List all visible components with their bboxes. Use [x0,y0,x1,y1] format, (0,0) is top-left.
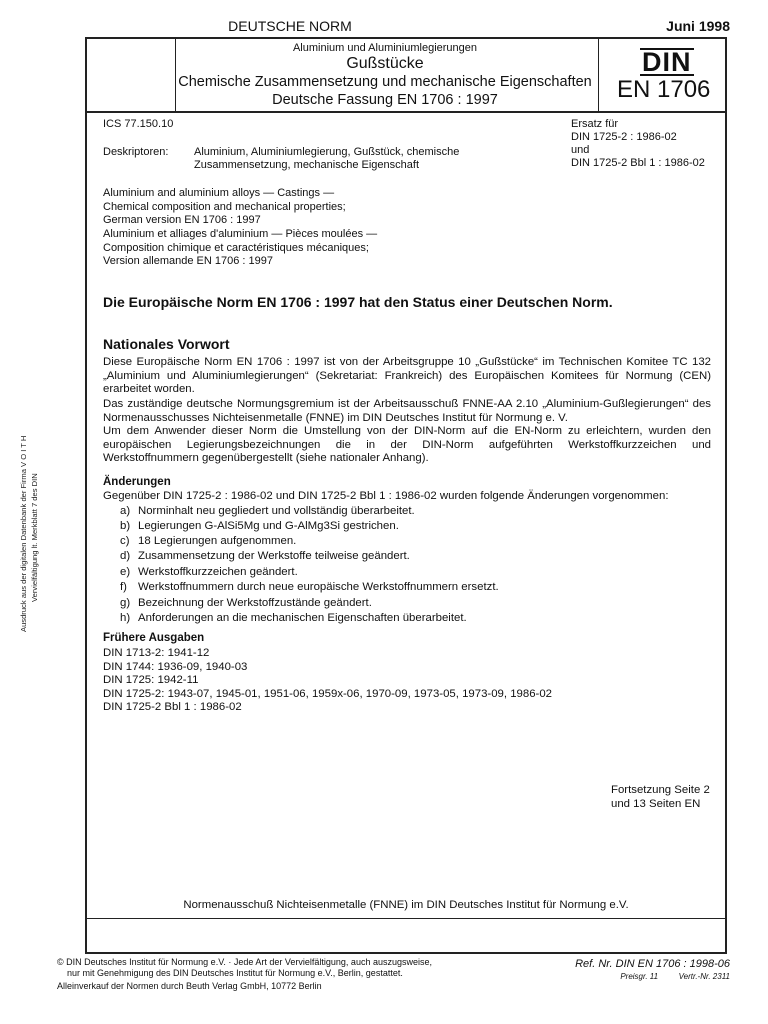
price-group: Preisgr. 11 [620,972,659,981]
replaces-label: Ersatz für [571,118,619,130]
vorwort-paragraph-2: Das zuständige deutsche Normungsgremium ist der Arbeitsausschuß FNNE-AA 2.10 „Aluminium-Gußlegierungen“ des Normenausschusses Nichteisenmetalle (FNNE) im DIN Deutsches Institut für Normung e. V. [103,398,711,424]
status-statement: Die Europäische Norm EN 1706 : 1997 hat den Status einer Deutschen Norm. [103,294,613,310]
copyright-notice [57,957,432,978]
continuation-line-1: Fortsetzung Seite 2 [611,784,710,796]
title-block [175,42,595,109]
list-text: Bezeichnung der Werkstoffzustände geändert. [138,597,372,609]
reference-number: Ref. Nr. DIN EN 1706 : 1998-06 [575,958,730,970]
list-text: Werkstoffkurzzeichen geändert. [138,566,298,578]
distribution-number: Vertr.-Nr. 2311 [678,972,730,981]
title-subtitle: Aluminium und Aluminiumlegierungen [292,42,478,54]
fruehere-list [103,647,552,715]
fruehere-line: DIN 1725-2: 1943-07, 1945-01, 1951-06, 1959x-06, 1970-09, 1973-05, 1973-09, 1986-02 [103,687,553,700]
replaces-and: und [571,144,590,156]
french-title [103,228,377,269]
list-item [120,566,298,578]
english-title-2: Chemical composition and mechanical properties; [103,200,346,213]
title-divider [85,111,727,113]
french-title-2: Composition chimique et caractéristiques mécaniques; [103,241,369,254]
list-letter: a) [120,505,131,517]
descriptors-text-1: Aluminium, Aluminiumlegierung, Gußstück, chemische [194,146,460,158]
french-title-1: Aluminium et alliages d'aluminium — Pièces moulées — [103,228,378,240]
sales-notice: Alleinverkauf der Normen durch Beuth Verlag GmbH, 10772 Berlin [57,981,322,991]
list-text: Anforderungen an die mechanischen Eigenschaften überarbeitet. [138,612,467,624]
sidebar-line-2: Vervielfältigung lt. Merkblatt 7 des DIN [30,473,39,602]
english-title [103,187,346,228]
descriptors-label: Deskriptoren: [103,146,169,158]
list-item [120,505,415,517]
price-info [620,972,730,981]
list-letter: g) [120,597,131,609]
list-letter: c) [120,535,130,547]
list-letter: b) [120,520,131,532]
continuation-note [611,784,710,811]
norm-type: DEUTSCHE NORM [228,18,352,34]
title-line-1: Chemische Zusammensetzung und mechanische Eigenschaften [178,74,592,90]
list-letter: e) [120,566,131,578]
vorwort-heading: Nationales Vorwort [103,336,230,352]
list-item [120,581,499,593]
fruehere-line: DIN 1725-2 Bbl 1 : 1986-02 [103,701,242,714]
sidebar-print-note [16,380,46,640]
list-item [120,550,410,562]
title-main: Gußstücke [346,55,424,72]
title-line-2: Deutsche Fassung EN 1706 : 1997 [272,92,498,108]
descriptors-text-2: Zusammensetzung, mechanische Eigenschaft [194,159,420,171]
copyright-line-1: © DIN Deutsches Institut für Normung e.V. · Jede Art der Vervielfältigung, auch auszugsweise, [57,957,432,967]
french-title-3: Version allemande EN 1706 : 1997 [103,255,274,267]
fruehere-heading: Frühere Ausgaben [103,632,205,644]
english-title-1: Aluminium and aluminium alloys — Castings — [103,187,335,199]
fruehere-line: DIN 1744: 1936-09, 1940-03 [103,660,248,673]
list-text: Werkstoffnummern durch neue europäische Werkstoffnummern ersetzt. [138,581,499,593]
fruehere-line: DIN 1713-2: 1941-12 [103,647,210,659]
issue-date: Juni 1998 [666,18,730,34]
list-text: 18 Legierungen aufgenommen. [138,535,297,547]
list-item [120,612,467,624]
aenderungen-heading: Änderungen [103,476,171,488]
aenderungen-intro: Gegenüber DIN 1725-2 : 1986-02 und DIN 1725-2 Bbl 1 : 1986-02 wurden folgende Änderungen vorgenommen: [103,490,669,502]
fruehere-line: DIN 1725: 1942-11 [103,674,199,687]
continuation-line-2: und 13 Seiten EN [611,797,701,810]
vorwort-paragraph-3: Um dem Anwender dieser Norm die Umstellung von der DIN-Norm auf die EN-Norm zu erleichtern, wurden den europäischen Legierungsbezeichnungen die in der DIN-Norm aufgeführten Werkstoffkurzzeichen und Werkstoffnummern gegenübergestellt (siehe nationaler Anhang). [103,425,711,465]
standard-number: EN 1706 [617,76,711,103]
ics-code: ICS 77.150.10 [103,118,174,130]
list-item [120,535,296,547]
copyright-line-2: nur mit Genehmigung des DIN Deutsches Institut für Normung e.V., Berlin, gestattet. [67,967,403,978]
din-logo: DIN [642,47,692,77]
committee-line: Normenausschuß Nichteisenmetalle (FNNE) im DIN Deutsches Institut für Normung e.V. [183,899,629,911]
title-right-divider [598,37,599,111]
sidebar-line-1: Ausdruck aus der digitalen Datenbank der Firma V O I T H [19,435,28,632]
list-text: Zusammensetzung der Werkstoffe teilweise geändert. [138,550,410,562]
list-text: Legierungen G-AlSi5Mg und G-AlMg3Si gestrichen. [138,520,399,532]
list-item [120,597,372,609]
list-text: Norminhalt neu gegliedert und vollständig überarbeitet. [138,505,415,517]
replaces-standard-2: DIN 1725-2 Bbl 1 : 1986-02 [571,157,705,169]
english-title-3: German version EN 1706 : 1997 [103,214,261,226]
list-letter: h) [120,612,131,624]
footer-divider [85,918,727,919]
list-item [120,520,399,532]
list-letter: f) [120,581,127,593]
list-letter: d) [120,550,131,562]
vorwort-paragraph-1: Diese Europäische Norm EN 1706 : 1997 ist von der Arbeitsgruppe 10 „Gußstücke“ im Technischen Komitee TC 132 „Aluminium und Aluminiumlegierungen“ (Sekretariat: Frankreich) des Europäischen Komitees für Normung (CEN) erarbeitet worden. [103,356,711,396]
replaces-standard-1: DIN 1725-2 : 1986-02 [571,131,677,143]
